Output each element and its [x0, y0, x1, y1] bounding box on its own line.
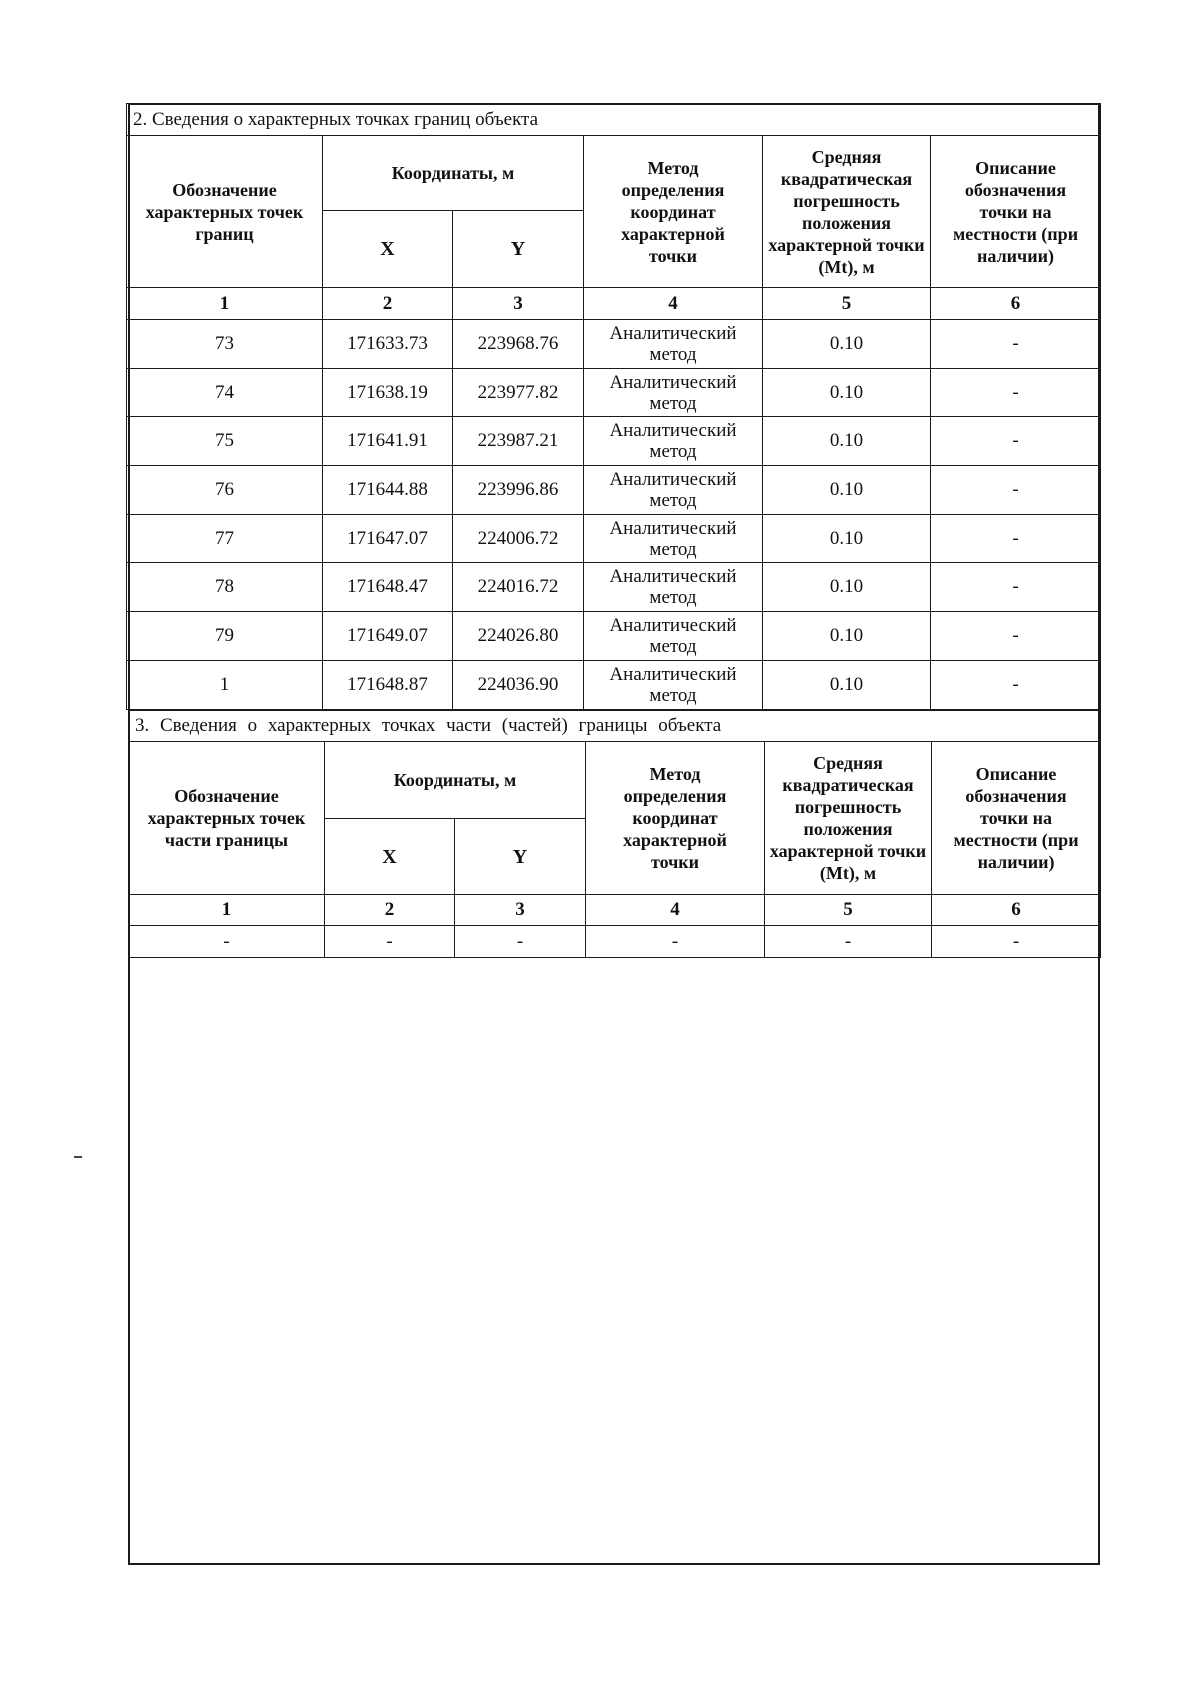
row-description: - [931, 417, 1101, 466]
row-method: Аналитический метод [584, 660, 763, 709]
row-y: - [455, 926, 586, 958]
row-method: - [586, 926, 765, 958]
col-number: 3 [453, 288, 584, 320]
row-method: Аналитический метод [584, 514, 763, 563]
row-description: - [931, 368, 1101, 417]
row-y: 223996.86 [453, 466, 584, 515]
row-method: Аналитический метод [584, 417, 763, 466]
row-y: 224016.72 [453, 563, 584, 612]
row-x: 171649.07 [323, 612, 453, 661]
section2-table [126, 103, 1101, 710]
header-coords: Координаты, м [323, 136, 584, 211]
header-method: Метод определения координат характерной точки [586, 742, 765, 895]
table-row [127, 368, 1101, 417]
row-method: Аналитический метод [584, 563, 763, 612]
row-method: Аналитический метод [584, 368, 763, 417]
row-error: 0.10 [763, 417, 931, 466]
header-method: Метод определения координат характерной точки [584, 136, 763, 288]
row-x: 171633.73 [323, 320, 453, 369]
row-error: 0.10 [763, 466, 931, 515]
row-method: Аналитический метод [584, 466, 763, 515]
header-point: Обозначение характерных точек границ [127, 136, 323, 288]
table-row [127, 514, 1101, 563]
table-row [129, 926, 1101, 958]
row-x: - [325, 926, 455, 958]
section3-table [128, 710, 1101, 958]
col-number: 5 [763, 288, 931, 320]
table-row [127, 612, 1101, 661]
row-point: - [129, 926, 325, 958]
row-method: Аналитический метод [584, 320, 763, 369]
col-number: 3 [455, 895, 586, 926]
header-coords: Координаты, м [325, 742, 586, 819]
table-row [127, 563, 1101, 612]
row-description: - [931, 563, 1101, 612]
row-description: - [931, 612, 1101, 661]
row-description: - [931, 514, 1101, 563]
row-error: - [765, 926, 932, 958]
row-error: 0.10 [763, 563, 931, 612]
header-description: Описание обозначения точки на местности (при наличии) [931, 136, 1101, 288]
row-x: 171638.19 [323, 368, 453, 417]
row-point: 75 [127, 417, 323, 466]
row-y: 223977.82 [453, 368, 584, 417]
section3-title: 3. Сведения о характерных точках части (частей) границы объекта [129, 711, 1101, 742]
header-description: Описание обозначения точки на местности (при наличии) [932, 742, 1101, 895]
col-number: 1 [127, 288, 323, 320]
header-x: X [323, 211, 453, 288]
row-description: - [931, 660, 1101, 709]
table-row [127, 466, 1101, 515]
header-point: Обозначение характерных точек части границы [129, 742, 325, 895]
row-y: 224026.80 [453, 612, 584, 661]
row-point: 1 [127, 660, 323, 709]
header-x: X [325, 819, 455, 895]
col-number: 2 [325, 895, 455, 926]
row-x: 171648.87 [323, 660, 453, 709]
table-row [127, 660, 1101, 709]
row-error: 0.10 [763, 320, 931, 369]
col-number: 5 [765, 895, 932, 926]
row-error: 0.10 [763, 660, 931, 709]
col-number: 6 [932, 895, 1101, 926]
row-error: 0.10 [763, 368, 931, 417]
row-y: 223987.21 [453, 417, 584, 466]
row-point: 76 [127, 466, 323, 515]
section2-title: 2. Сведения о характерных точках границ объекта [127, 104, 1101, 136]
row-point: 78 [127, 563, 323, 612]
table-row [127, 417, 1101, 466]
row-x: 171641.91 [323, 417, 453, 466]
header-error: Средняя квадратическая погрешность положения характерной точки (Mt), м [765, 742, 932, 895]
row-description: - [931, 320, 1101, 369]
col-number: 4 [584, 288, 763, 320]
col-number: 4 [586, 895, 765, 926]
row-method: Аналитический метод [584, 612, 763, 661]
row-description: - [932, 926, 1101, 958]
header-y: Y [453, 211, 584, 288]
header-error: Средняя квадратическая погрешность положения характерной точки (Mt), м [763, 136, 931, 288]
col-number: 1 [129, 895, 325, 926]
row-y: 224036.90 [453, 660, 584, 709]
row-point: 74 [127, 368, 323, 417]
row-point: 73 [127, 320, 323, 369]
col-number: 6 [931, 288, 1101, 320]
scan-mark [74, 1156, 82, 1158]
row-x: 171647.07 [323, 514, 453, 563]
row-x: 171644.88 [323, 466, 453, 515]
row-point: 79 [127, 612, 323, 661]
row-y: 224006.72 [453, 514, 584, 563]
row-description: - [931, 466, 1101, 515]
row-y: 223968.76 [453, 320, 584, 369]
col-number: 2 [323, 288, 453, 320]
row-error: 0.10 [763, 514, 931, 563]
row-point: 77 [127, 514, 323, 563]
header-y: Y [455, 819, 586, 895]
table-row [127, 320, 1101, 369]
row-x: 171648.47 [323, 563, 453, 612]
row-error: 0.10 [763, 612, 931, 661]
